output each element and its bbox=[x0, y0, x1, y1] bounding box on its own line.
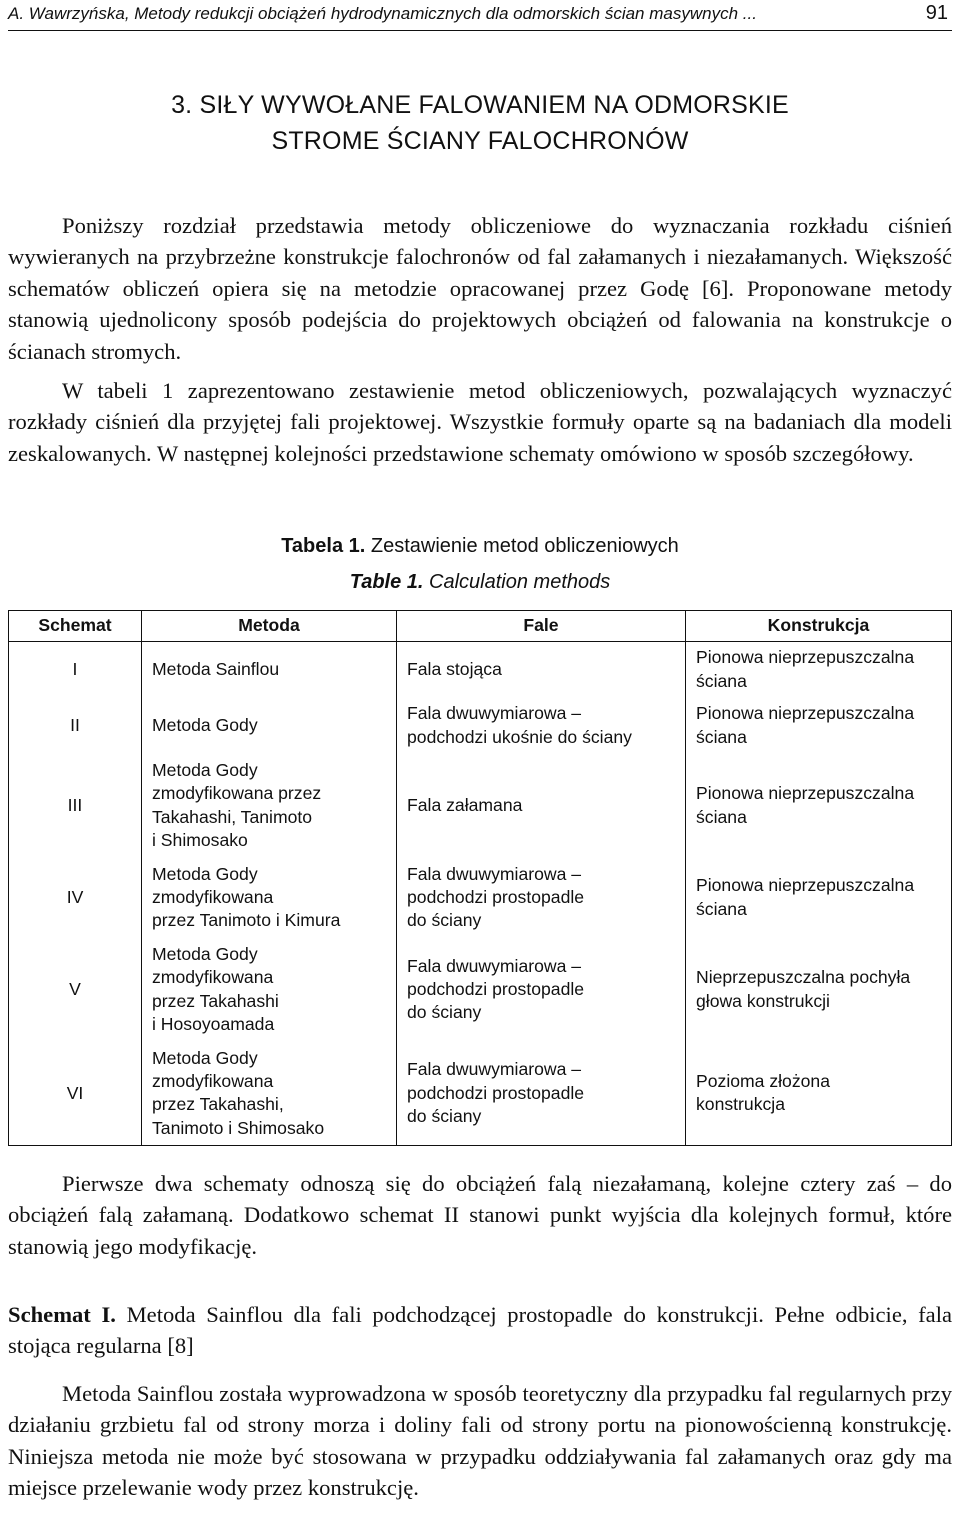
table-cell-schemat: III bbox=[9, 754, 142, 858]
caption-en-text: Calculation methods bbox=[429, 571, 611, 593]
metoda-line: i Shimosako bbox=[152, 829, 248, 850]
fale-line: podchodzi prostopadle bbox=[407, 886, 585, 907]
intro-paragraph-1: Poniższy rozdział przedstawia metody obliczeniowe do wyznaczania rozkładu ciśnień wywieranych na przybrzeżne konstrukcje falochronów od fal załamanych i niezałamanych. Większość schematów obliczeń opiera się na metodzie opracowanej przez Godę [6]. Proponowane metody stanowią ujednolicony sposób podejścia do projektowych obciążeń od falowania na konstrukcje o ścianach stromych. bbox=[8, 213, 952, 364]
fale-line: podchodzi prostopadle bbox=[407, 978, 585, 999]
fale-line: do ściany bbox=[407, 910, 482, 931]
fale-line: do ściany bbox=[407, 1002, 482, 1023]
schemat-1-body: Metoda Sainflou została wyprowadzona w sposób teoretyczny dla przypadku fal regularnych przy działaniu grzbietu fal od strony morza i doliny fali od strony portu na pionowościenną konstrukcję. Niniejsza metoda nie może być stosowana w przypadku oddziaływania fal załamanych oraz gdy ma miejsce przelewanie wody przez konstrukcję. bbox=[8, 1381, 952, 1501]
header-schemat: Schemat bbox=[9, 611, 142, 642]
metoda-line: Metoda Gody bbox=[152, 714, 258, 735]
table-row bbox=[9, 858, 952, 938]
konstrukcja-line: ściana bbox=[696, 806, 747, 827]
table-cell-metoda bbox=[142, 1042, 397, 1146]
konstrukcja-line: ściana bbox=[696, 726, 747, 747]
table-cell-schemat: IV bbox=[9, 858, 142, 938]
metoda-line: Metoda Gody bbox=[152, 863, 258, 884]
table-cell-fale bbox=[397, 938, 686, 1042]
header-konstrukcja: Konstrukcja bbox=[686, 611, 952, 642]
metoda-line: i Hosoyoamada bbox=[152, 1013, 275, 1034]
table-row bbox=[9, 698, 952, 754]
metoda-line: przez Takahashi bbox=[152, 990, 279, 1011]
metoda-line: zmodyfikowana bbox=[152, 1070, 274, 1091]
fale-line: podchodzi ukośnie do ściany bbox=[407, 726, 632, 747]
schemat-1-heading bbox=[8, 1299, 952, 1362]
metoda-line: zmodyfikowana przez bbox=[152, 783, 322, 804]
section-title-line1: 3. SIŁY WYWOŁANE FALOWANIEM NA ODMORSKIE bbox=[171, 91, 789, 119]
fale-line: do ściany bbox=[407, 1105, 482, 1126]
table-cell-metoda bbox=[142, 858, 397, 938]
caption-pl-text: Zestawienie metod obliczeniowych bbox=[370, 535, 679, 557]
table-cell-schemat: V bbox=[9, 938, 142, 1042]
fale-line: Fala dwuwymiarowa – bbox=[407, 703, 582, 724]
metoda-line: Metoda Gody bbox=[152, 1047, 258, 1068]
after-table-paragraph: Pierwsze dwa schematy odnoszą się do obciążeń falą niezałamaną, kolejne cztery zaś – do obciążeń falą załamaną. Dodatkowo schemat II stanowi punkt wyjścia dla kolejnych formuł, które stanowią jego modyfikację. bbox=[8, 1171, 952, 1259]
table-header-row bbox=[9, 611, 952, 642]
table-cell-fale bbox=[397, 754, 686, 858]
konstrukcja-line: Pionowa nieprzepuszczalna bbox=[696, 703, 915, 724]
table-caption-en bbox=[0, 571, 960, 594]
table-cell-konstrukcja bbox=[686, 642, 952, 698]
header-rule bbox=[8, 30, 952, 31]
table-row bbox=[9, 754, 952, 858]
caption-pl-label: Tabela 1. bbox=[281, 535, 366, 557]
methods-table bbox=[8, 610, 952, 1146]
schemat-1-heading-text: Metoda Sainflou dla fali podchodzącej prostopadle do konstrukcji. Pełne odbicie, fala stojąca regularna [8] bbox=[8, 1302, 953, 1359]
table-row bbox=[9, 938, 952, 1042]
table-cell-fale bbox=[397, 698, 686, 754]
konstrukcja-line: Pionowa nieprzepuszczalna bbox=[696, 783, 915, 804]
konstrukcja-line: konstrukcja bbox=[696, 1094, 785, 1115]
metoda-line: Takahashi, Tanimoto bbox=[152, 806, 313, 827]
table-cell-schemat: I bbox=[9, 642, 142, 698]
konstrukcja-line: głowa konstrukcji bbox=[696, 990, 830, 1011]
header-metoda: Metoda bbox=[142, 611, 397, 642]
table-body bbox=[9, 642, 952, 1146]
table-cell-metoda bbox=[142, 698, 397, 754]
fale-line: Fala załamana bbox=[407, 794, 523, 815]
page-number: 91 bbox=[925, 2, 948, 24]
table-cell-konstrukcja bbox=[686, 698, 952, 754]
section-title-line2: STROME ŚCIANY FALOCHRONÓW bbox=[271, 127, 689, 155]
konstrukcja-line: ściana bbox=[696, 670, 747, 691]
table-cell-metoda bbox=[142, 938, 397, 1042]
running-title: A. Wawrzyńska, Metody redukcji obciążeń hydrodynamicznych dla odmorskich ścian masywnych ... bbox=[8, 4, 757, 23]
table-cell-fale bbox=[397, 1042, 686, 1146]
fale-line: Fala dwuwymiarowa – bbox=[407, 863, 582, 884]
table-cell-konstrukcja bbox=[686, 754, 952, 858]
metoda-line: Metoda Gody bbox=[152, 759, 258, 780]
table-cell-konstrukcja bbox=[686, 938, 952, 1042]
table-row bbox=[9, 642, 952, 698]
metoda-line: zmodyfikowana bbox=[152, 967, 274, 988]
metoda-line: przez Tanimoto i Kimura bbox=[152, 910, 341, 931]
fale-line: podchodzi prostopadle bbox=[407, 1082, 585, 1103]
konstrukcja-line: Pionowa nieprzepuszczalna bbox=[696, 875, 915, 896]
table-cell-konstrukcja bbox=[686, 858, 952, 938]
metoda-line: zmodyfikowana bbox=[152, 886, 274, 907]
fale-line: Fala dwuwymiarowa – bbox=[407, 1059, 582, 1080]
table-cell-metoda bbox=[142, 754, 397, 858]
table-cell-fale bbox=[397, 858, 686, 938]
konstrukcja-line: Pionowa nieprzepuszczalna bbox=[696, 647, 915, 668]
schemat-1-label: Schemat I. bbox=[8, 1302, 116, 1327]
table-cell-fale bbox=[397, 642, 686, 698]
metoda-line: przez Takahashi, bbox=[152, 1094, 284, 1115]
table-caption-pl bbox=[0, 535, 960, 558]
table-cell-metoda bbox=[142, 642, 397, 698]
fale-line: Fala dwuwymiarowa – bbox=[407, 955, 582, 976]
running-header bbox=[8, 2, 952, 28]
konstrukcja-line: Nieprzepuszczalna pochyła bbox=[696, 967, 911, 988]
metoda-line: Tanimoto i Shimosako bbox=[152, 1117, 325, 1138]
konstrukcja-line: Pozioma złożona bbox=[696, 1070, 830, 1091]
konstrukcja-line: ściana bbox=[696, 898, 747, 919]
table-cell-schemat: II bbox=[9, 698, 142, 754]
metoda-line: Metoda Gody bbox=[152, 943, 258, 964]
table-row bbox=[9, 1042, 952, 1146]
metoda-line: Metoda Sainflou bbox=[152, 659, 280, 680]
caption-en-label: Table 1. bbox=[349, 571, 424, 593]
intro-paragraph-2: W tabeli 1 zaprezentowano zestawienie metod obliczeniowych, pozwalających wyznaczyć rozkłady ciśnień dla przyjętej fali projektowej. Wszystkie formuły oparte są na badaniach dla modeli zeskalowanych. W następnej kolejności przedstawione schematy omówiono w sposób szczegółowy. bbox=[8, 378, 952, 466]
header-fale: Fale bbox=[397, 611, 686, 642]
table-cell-schemat: VI bbox=[9, 1042, 142, 1146]
fale-line: Fala stojąca bbox=[407, 659, 502, 680]
table-cell-konstrukcja bbox=[686, 1042, 952, 1146]
